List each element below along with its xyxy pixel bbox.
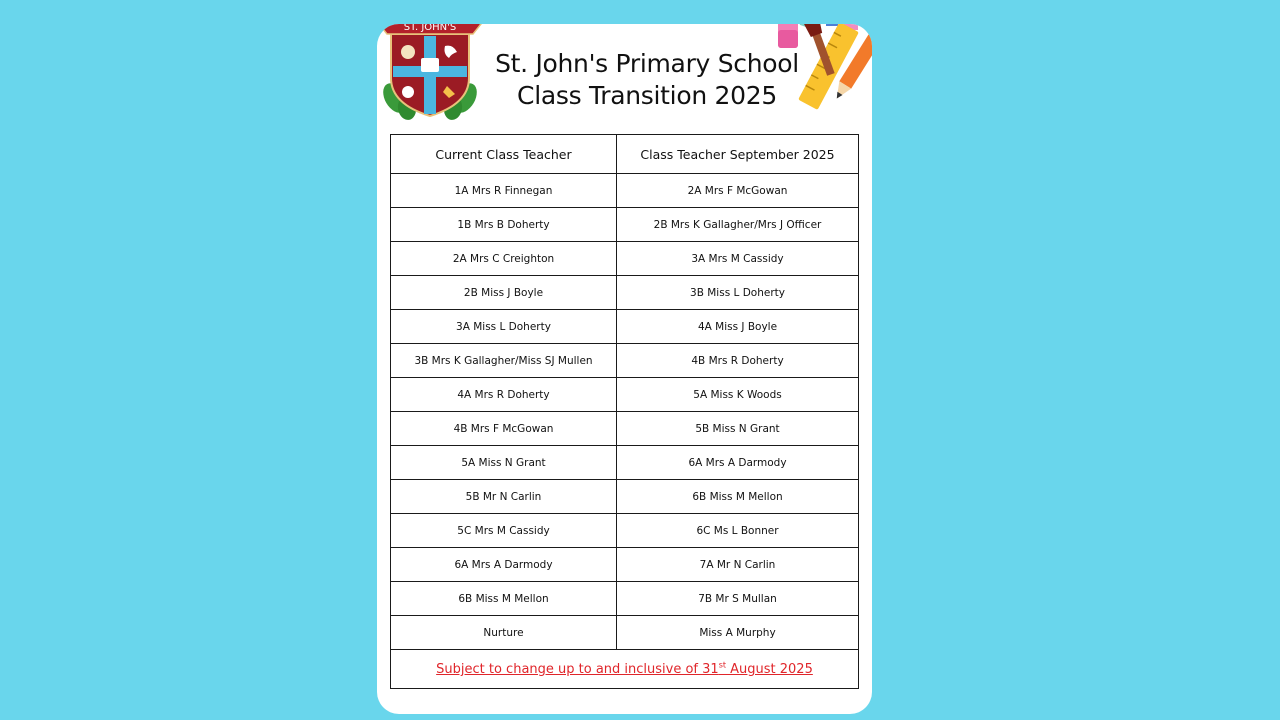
current-class-cell: 3A Miss L Doherty xyxy=(391,310,617,344)
next-class-cell: 2B Mrs K Gallagher/Mrs J Officer xyxy=(617,208,859,242)
current-class-cell: 1A Mrs R Finnegan xyxy=(391,174,617,208)
school-name: St. John's Primary School xyxy=(495,49,799,78)
table-row xyxy=(391,548,859,582)
current-class-cell: 2A Mrs C Creighton xyxy=(391,242,617,276)
disclaimer-text: Subject to change up to and inclusive of 31 xyxy=(436,662,719,678)
table-row xyxy=(391,242,859,276)
table-row xyxy=(391,616,859,650)
next-class-cell: 5B Miss N Grant xyxy=(617,412,859,446)
next-class-cell: Miss A Murphy xyxy=(617,616,859,650)
next-class-cell: 6A Mrs A Darmody xyxy=(617,446,859,480)
notice-card xyxy=(377,24,872,714)
table-row xyxy=(391,174,859,208)
disclaimer-note xyxy=(436,662,813,677)
current-class-cell: 1B Mrs B Doherty xyxy=(391,208,617,242)
disclaimer-ordinal: st xyxy=(718,660,726,670)
current-class-cell: 5A Miss N Grant xyxy=(391,446,617,480)
disclaimer-date: August 2025 xyxy=(726,662,813,678)
next-class-cell: 4A Miss J Boyle xyxy=(617,310,859,344)
table-header-row xyxy=(391,135,859,174)
table-row xyxy=(391,208,859,242)
document-subtitle: Class Transition 2025 xyxy=(517,81,777,110)
next-class-cell: 7A Mr N Carlin xyxy=(617,548,859,582)
header-next-teacher: Class Teacher September 2025 xyxy=(617,135,859,174)
table-row xyxy=(391,344,859,378)
table-row xyxy=(391,412,859,446)
current-class-cell: 5B Mr N Carlin xyxy=(391,480,617,514)
table-row xyxy=(391,582,859,616)
crest-banner-text: ST. JOHN'S xyxy=(403,22,457,33)
current-class-cell: Nurture xyxy=(391,616,617,650)
table-row xyxy=(391,514,859,548)
transition-table xyxy=(390,134,859,689)
current-class-cell: 6A Mrs A Darmody xyxy=(391,548,617,582)
next-class-cell: 5A Miss K Woods xyxy=(617,378,859,412)
header-current-teacher: Current Class Teacher xyxy=(391,135,617,174)
current-class-cell: 3B Mrs K Gallagher/Miss SJ Mullen xyxy=(391,344,617,378)
current-class-cell: 6B Miss M Mellon xyxy=(391,582,617,616)
table-row xyxy=(391,446,859,480)
next-class-cell: 6C Ms L Bonner xyxy=(617,514,859,548)
next-class-cell: 7B Mr S Mullan xyxy=(617,582,859,616)
table-row xyxy=(391,378,859,412)
school-crest-icon xyxy=(377,24,483,120)
table-row xyxy=(391,480,859,514)
table-row xyxy=(391,310,859,344)
next-class-cell: 3A Mrs M Cassidy xyxy=(617,242,859,276)
next-class-cell: 6B Miss M Mellon xyxy=(617,480,859,514)
current-class-cell: 2B Miss J Boyle xyxy=(391,276,617,310)
table-row xyxy=(391,276,859,310)
page-title xyxy=(477,48,817,112)
current-class-cell: 5C Mrs M Cassidy xyxy=(391,514,617,548)
next-class-cell: 3B Miss L Doherty xyxy=(617,276,859,310)
next-class-cell: 4B Mrs R Doherty xyxy=(617,344,859,378)
next-class-cell: 2A Mrs F McGowan xyxy=(617,174,859,208)
current-class-cell: 4B Mrs F McGowan xyxy=(391,412,617,446)
disclaimer-cell xyxy=(391,650,859,689)
table-footer-row xyxy=(391,650,859,689)
current-class-cell: 4A Mrs R Doherty xyxy=(391,378,617,412)
